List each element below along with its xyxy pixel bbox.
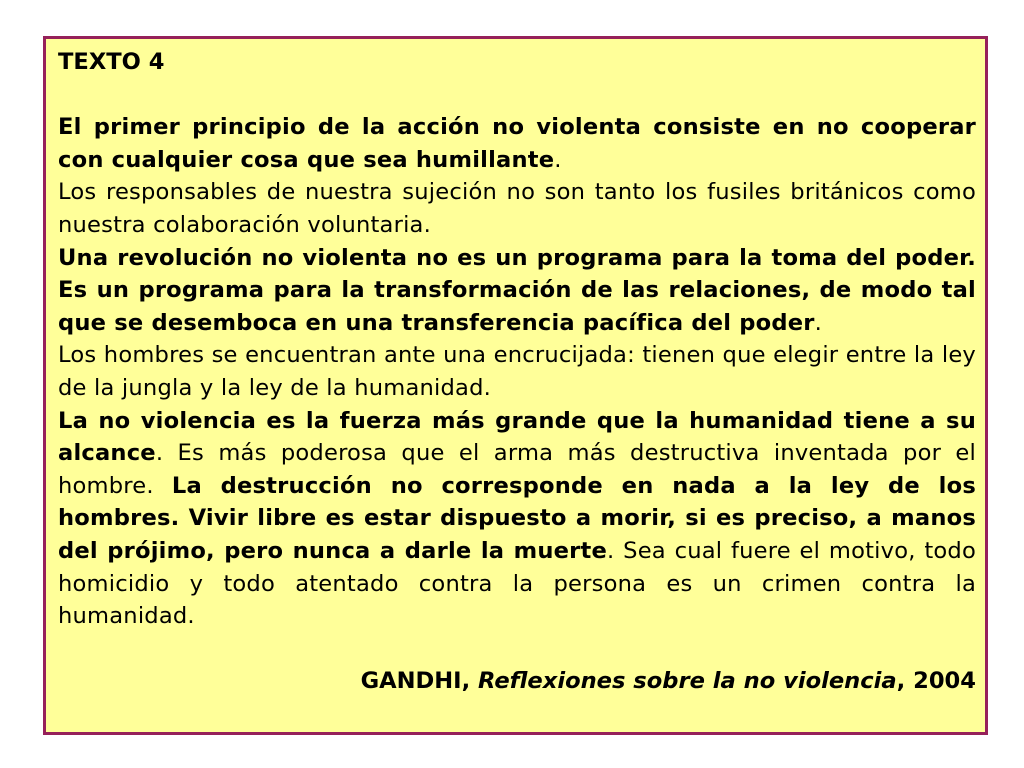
paragraph-1-tail: .	[554, 146, 562, 173]
paragraph-5-text-2: . Sea cual fuere el motivo, todo homicidio y todo atentado contra la persona es un crimen contra la humanidad.	[58, 537, 976, 630]
paragraph-2	[58, 176, 976, 241]
citation-year: , 2004	[896, 668, 976, 695]
paragraph-1-bold: El primer principio de la acción no violenta consiste en no cooperar con cualquier cosa que sea humillante	[58, 114, 976, 173]
paragraph-5-bold-1: La no violencia es la fuerza más grande que la humanidad tiene a su alcance	[58, 407, 976, 467]
citation	[58, 665, 976, 698]
paragraph-3-tail: .	[814, 309, 822, 336]
paragraph-5-bold-2: La destrucción no corresponde en nada a la ley de los hombres. Vivir libre es estar dispuesto a morir, si es preciso, a manos del prójimo, pero nunca a darle la muerte	[58, 472, 976, 564]
document-title: TEXTO 4	[58, 49, 165, 75]
citation-work: Reflexiones sobre la no violencia	[478, 668, 897, 695]
citation-author: GANDHI,	[360, 668, 479, 695]
paragraph-2-text: Los responsables de nuestra sujeción no son tanto los fusiles británicos como nuestra colaboración voluntaria.	[58, 179, 976, 238]
paragraph-4	[58, 339, 976, 404]
spacer	[58, 633, 976, 666]
text-frame	[43, 36, 988, 735]
paragraph-5	[58, 405, 976, 633]
paragraph-4-text: Los hombres se encuentran ante una encrucijada: tienen que elegir entre la ley de la jungla y la ley de la humanidad.	[58, 342, 976, 401]
paragraph-3-bold: Una revolución no violenta no es un programa para la toma del poder. Es un programa para la transformación de las relaciones, de modo tal que se desemboca en una transferencia pacífica del poder	[58, 244, 976, 336]
paragraph-3	[58, 242, 976, 340]
paragraph-1	[58, 111, 976, 176]
spacer	[58, 79, 976, 112]
paragraph-5-text-1: . Es más poderosa que el arma más destructiva inventada por el hombre.	[58, 440, 976, 499]
